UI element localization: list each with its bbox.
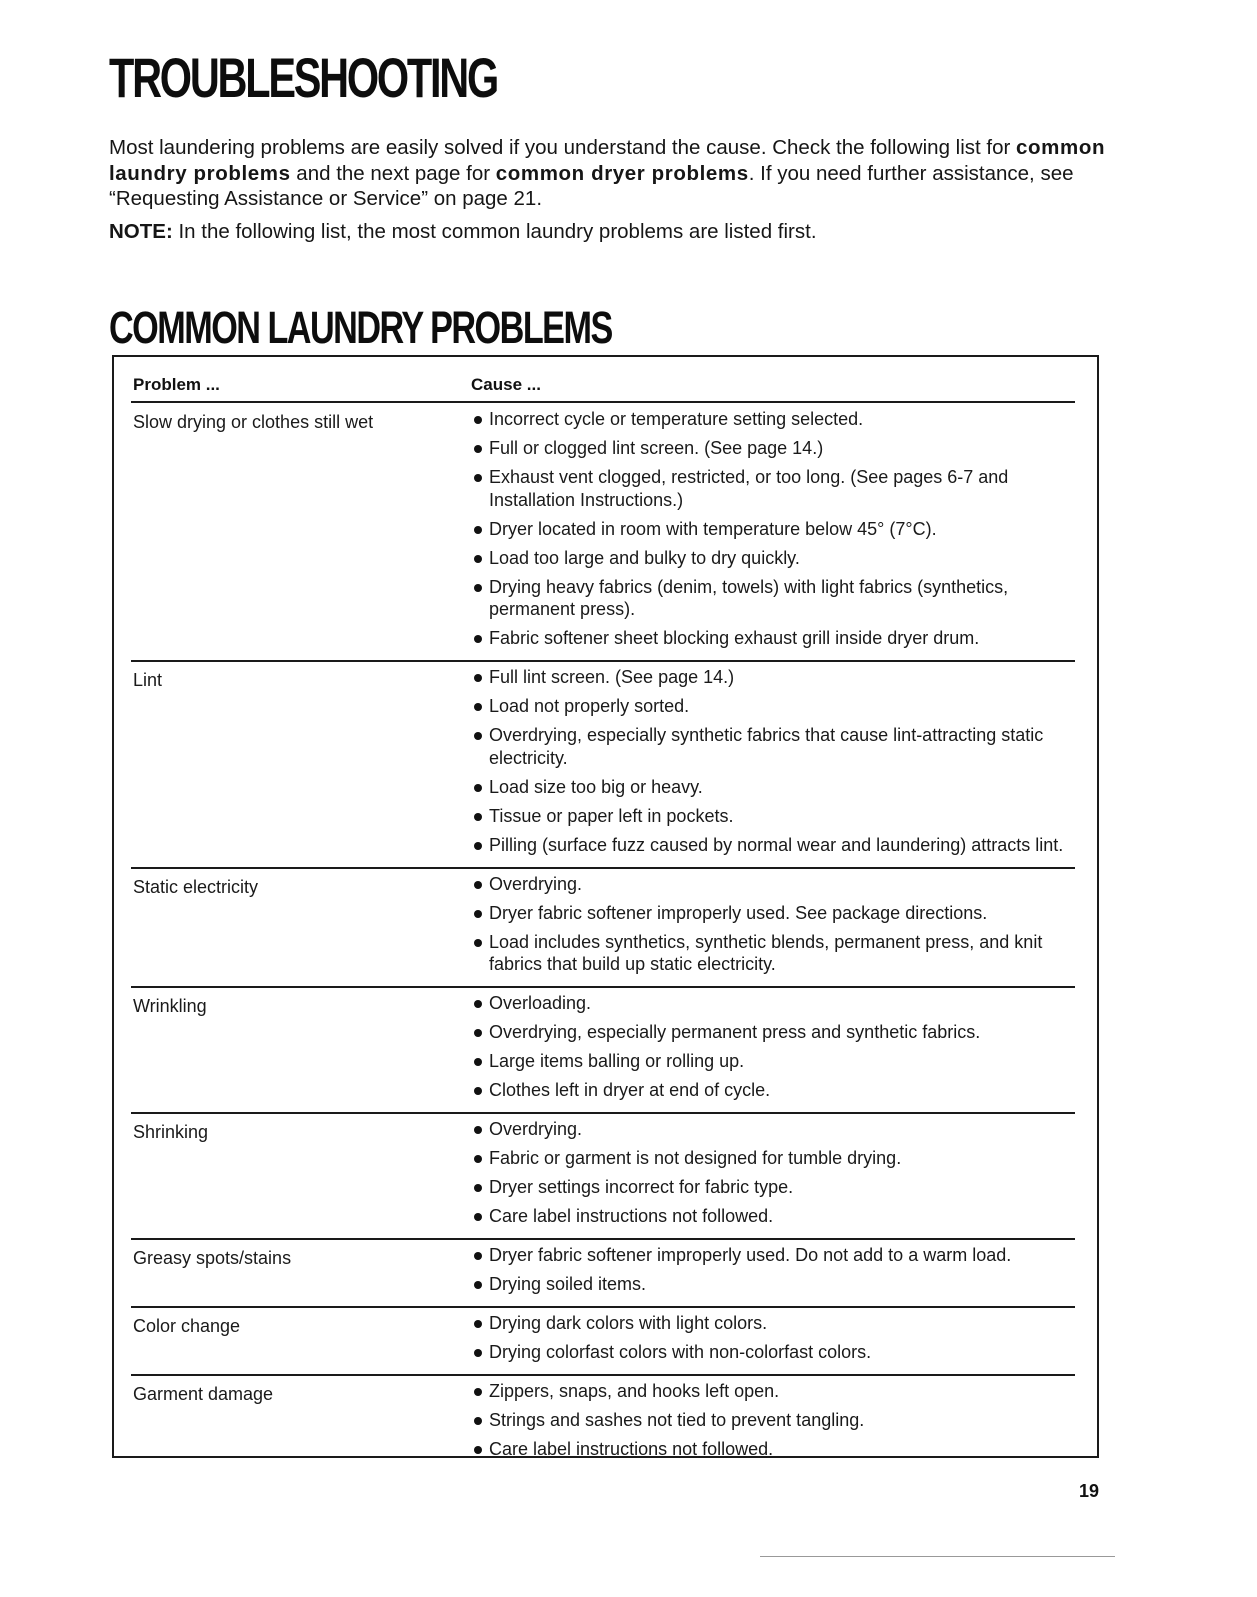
bullet-icon xyxy=(474,881,482,889)
cause-text: Large items balling or rolling up. xyxy=(489,1051,745,1071)
bullet-icon xyxy=(474,1417,482,1425)
bullet-icon xyxy=(474,1029,482,1037)
cause-text: Fabric or garment is not designed for tumble drying. xyxy=(489,1148,902,1168)
cause-item xyxy=(473,724,1075,769)
cause-text: Overdrying, especially synthetic fabrics that cause lint-attracting static electricity. xyxy=(489,725,1044,768)
cause-item xyxy=(473,805,1075,828)
table-row xyxy=(131,1244,1075,1308)
cause-item xyxy=(473,547,1075,570)
cause-item xyxy=(473,1176,1075,1199)
cause-item xyxy=(473,1312,1075,1335)
problem-label: Slow drying or clothes still wet xyxy=(133,412,374,432)
bullet-icon xyxy=(474,526,482,534)
table-row xyxy=(131,1118,1075,1240)
cause-item xyxy=(473,1380,1075,1403)
cause-item xyxy=(473,1341,1075,1364)
note-paragraph xyxy=(109,219,1109,244)
cause-item xyxy=(473,576,1075,621)
intro-emphasis: common laundry problems xyxy=(109,136,1106,185)
cause-text: Exhaust vent clogged, restricted, or too long. (See pages 6-7 and Installation Instructions.) xyxy=(489,467,1009,510)
section-title: COMMON LAUNDRY PROBLEMS xyxy=(109,302,612,353)
bullet-icon xyxy=(474,732,482,740)
table-header xyxy=(131,373,1075,403)
bullet-icon xyxy=(474,584,482,592)
cause-item xyxy=(473,408,1075,431)
cause-text: Incorrect cycle or temperature setting selected. xyxy=(489,409,864,429)
bullet-icon xyxy=(474,1281,482,1289)
cause-text: Drying colorfast colors with non-colorfast colors. xyxy=(489,1342,872,1362)
cause-text: Overdrying. xyxy=(489,1119,583,1139)
cause-list xyxy=(473,666,1075,856)
cause-text: Care label instructions not followed. xyxy=(489,1439,774,1459)
problems-table-body xyxy=(131,406,1075,1475)
table-row xyxy=(131,992,1075,1114)
bullet-icon xyxy=(474,1349,482,1357)
cause-text: Overloading. xyxy=(489,993,592,1013)
cause-item xyxy=(473,1021,1075,1044)
cause-item xyxy=(473,666,1075,689)
cause-item xyxy=(473,627,1075,650)
cause-item xyxy=(473,873,1075,896)
cause-item xyxy=(473,1118,1075,1141)
intro-text: and the next page for xyxy=(290,161,496,185)
cause-item xyxy=(473,834,1075,857)
cause-text: Dryer fabric softener improperly used. See package directions. xyxy=(489,902,988,923)
cause-item xyxy=(473,902,1075,925)
cause-text: Overdrying. xyxy=(489,873,583,894)
problem-label: Greasy spots/stains xyxy=(133,1248,292,1268)
bullet-icon xyxy=(474,555,482,563)
problem-label: Wrinkling xyxy=(133,996,207,1016)
bullet-icon xyxy=(474,842,482,850)
cause-list xyxy=(473,408,1075,650)
cause-list xyxy=(473,873,1075,976)
cause-text: Dryer fabric softener improperly used. Do not add to a warm load. xyxy=(489,1245,1012,1265)
cause-list xyxy=(473,1244,1075,1296)
bullet-icon xyxy=(474,1000,482,1008)
bullet-icon xyxy=(474,1126,482,1134)
cause-text: Fabric softener sheet blocking exhaust grill inside dryer drum. xyxy=(489,628,980,648)
cause-item xyxy=(473,1244,1075,1267)
intro-text: . If you need further assistance, see “Requesting Assistance or Service” on page 21. xyxy=(109,161,1074,210)
problem-label: Color change xyxy=(133,1316,241,1336)
cause-item xyxy=(473,518,1075,541)
table-row xyxy=(131,873,1075,989)
cause-item xyxy=(473,1205,1075,1228)
cause-text: Drying soiled items. xyxy=(489,1274,647,1294)
cause-text: Full lint screen. (See page 14.) xyxy=(489,667,735,687)
problem-label: Garment damage xyxy=(133,1384,274,1404)
table-row xyxy=(131,408,1075,662)
bullet-icon xyxy=(474,1388,482,1396)
page-number: 19 xyxy=(1079,1481,1100,1501)
cause-text: Care label instructions not followed. xyxy=(489,1206,774,1226)
table-row xyxy=(131,666,1075,869)
problem-label: Lint xyxy=(133,670,163,690)
cause-text: Zippers, snaps, and hooks left open. xyxy=(489,1381,780,1401)
bullet-icon xyxy=(474,910,482,918)
intro-paragraph xyxy=(109,135,1109,212)
cause-item xyxy=(473,1409,1075,1432)
cause-text: Overdrying, especially permanent press and synthetic fabrics. xyxy=(489,1022,981,1042)
cause-item xyxy=(473,437,1075,460)
bullet-icon xyxy=(474,1087,482,1095)
cause-text: Drying heavy fabrics (denim, towels) with light fabrics (synthetics, permanent press). xyxy=(489,576,1009,619)
cause-text: Tissue or paper left in pockets. xyxy=(489,805,734,826)
cause-item xyxy=(473,992,1075,1015)
note-label: NOTE: xyxy=(109,220,173,243)
problem-label: Static electricity xyxy=(133,876,259,897)
cause-text: Load size too big or heavy. xyxy=(489,776,703,797)
bullet-icon xyxy=(474,703,482,711)
bullet-icon xyxy=(474,1058,482,1066)
bullet-icon xyxy=(474,1155,482,1163)
bullet-icon xyxy=(474,1320,482,1328)
cause-item xyxy=(473,1079,1075,1102)
cause-list xyxy=(473,1118,1075,1228)
note-text: In the following list, the most common laundry problems are listed first. xyxy=(172,220,817,243)
cause-item xyxy=(473,1147,1075,1170)
table-row xyxy=(131,1380,1075,1471)
cause-text: Pilling (surface fuzz caused by normal wear and laundering) attracts lint. xyxy=(489,834,1064,855)
bullet-icon xyxy=(474,445,482,453)
intro-emphasis: common dryer problems xyxy=(495,161,749,185)
cause-text: Load too large and bulky to dry quickly. xyxy=(489,547,800,568)
cause-item xyxy=(473,1050,1075,1073)
cause-text: Drying dark colors with light colors. xyxy=(489,1313,768,1333)
cause-text: Full or clogged lint screen. (See page 14.) xyxy=(489,438,824,458)
page-title: TROUBLESHOOTING xyxy=(109,46,498,109)
bullet-icon xyxy=(474,674,482,682)
bullet-icon xyxy=(474,1446,482,1454)
table-row xyxy=(131,1312,1075,1376)
cause-text: Strings and sashes not tied to prevent tangling. xyxy=(489,1410,865,1430)
footer-rule xyxy=(760,1556,1115,1557)
cause-item xyxy=(473,466,1075,511)
cause-item xyxy=(473,1273,1075,1296)
cause-item xyxy=(473,695,1075,718)
intro-text: Most laundering problems are easily solved if you understand the cause. Check the following list for xyxy=(109,136,1017,159)
bullet-icon xyxy=(474,939,482,947)
header-problem: Problem ... xyxy=(133,375,220,394)
bullet-icon xyxy=(474,1252,482,1260)
cause-text: Dryer settings incorrect for fabric type. xyxy=(489,1177,794,1197)
cause-item xyxy=(473,776,1075,799)
cause-list xyxy=(473,992,1075,1102)
bullet-icon xyxy=(474,1213,482,1221)
bullet-icon xyxy=(474,1184,482,1192)
cause-list xyxy=(473,1380,1075,1461)
cause-list xyxy=(473,1312,1075,1364)
bullet-icon xyxy=(474,474,482,482)
cause-text: Clothes left in dryer at end of cycle. xyxy=(489,1080,771,1100)
problem-label: Shrinking xyxy=(133,1122,209,1142)
cause-text: Dryer located in room with temperature below 45° (7°C). xyxy=(489,518,937,539)
cause-item xyxy=(473,1438,1075,1461)
cause-item xyxy=(473,931,1075,976)
bullet-icon xyxy=(474,813,482,821)
cause-text: Load includes synthetics, synthetic blends, permanent press, and knit fabrics that build up static electricity. xyxy=(489,931,1043,974)
bullet-icon xyxy=(474,635,482,643)
bullet-icon xyxy=(474,416,482,424)
header-cause: Cause ... xyxy=(471,375,541,394)
cause-text: Load not properly sorted. xyxy=(489,696,690,716)
bullet-icon xyxy=(474,784,482,792)
